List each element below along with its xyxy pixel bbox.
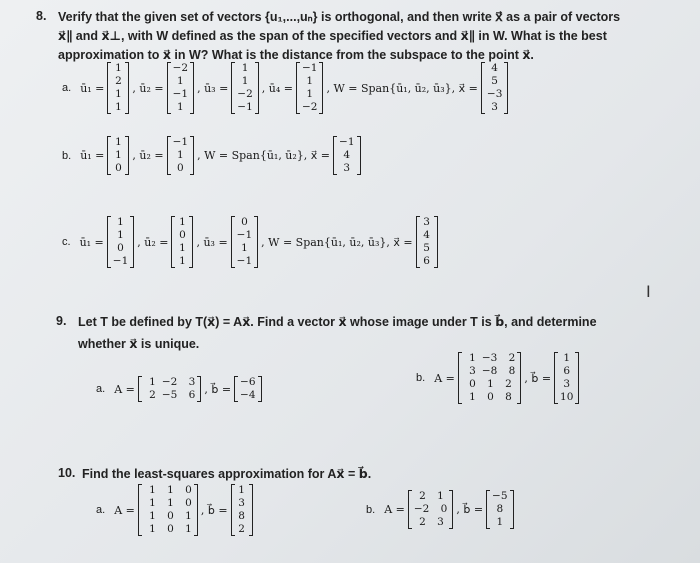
matrix-entry: 1 <box>167 484 174 496</box>
q8b-u2-name: , ū₂ = <box>132 149 164 162</box>
matrix-entry: 0 <box>185 497 192 509</box>
q8b-u1-name: ū₁ = <box>80 149 105 162</box>
matrix-row <box>144 376 195 389</box>
q8c-label: c. <box>62 236 71 248</box>
matrix-entry: 1 <box>185 523 192 535</box>
matrix-row <box>144 510 192 523</box>
q9b-a-name: A = <box>434 371 455 385</box>
matrix-entry: 1 <box>437 490 444 502</box>
vector-entry: 3 <box>491 101 498 113</box>
q8a-label: a. <box>62 82 72 94</box>
q8a-u4-name: , ū₄ = <box>261 81 293 95</box>
matrix-entry: 1 <box>469 352 476 364</box>
vector-entry: 2 <box>238 523 245 535</box>
q9b-label: b. <box>416 372 426 384</box>
bracket <box>249 484 253 536</box>
matrix-entry: 0 <box>167 510 174 522</box>
q9a-matrix-a <box>138 376 201 402</box>
matrix-row <box>144 389 195 402</box>
matrix-entry: 1 <box>167 497 174 509</box>
q10a-b-name: , b⃗ = <box>200 503 228 517</box>
vector-entry: 1 <box>179 216 186 228</box>
q8c-u2-vector <box>171 216 193 268</box>
vector-entry: −1 <box>172 88 189 100</box>
matrix-entry: 8 <box>505 391 512 403</box>
matrix-row <box>464 352 515 365</box>
q8b-u2-vector <box>167 136 194 175</box>
q9b-matrix-a <box>458 352 521 404</box>
vector-entry: 3 <box>343 162 351 174</box>
matrix-row <box>464 365 515 378</box>
q10b-label: b. <box>366 503 376 516</box>
q8-line2: x⃗∥ and x⃗⊥, with W defined as the span of the specified vectors and x⃗∥ in W. What is the best <box>58 29 607 43</box>
vector-entry: 1 <box>306 75 314 87</box>
matrix-entry: 2 <box>149 389 156 401</box>
q10a-b-vector <box>231 484 253 536</box>
matrix-row <box>144 497 192 510</box>
bracket <box>255 62 259 114</box>
bracket <box>504 62 508 114</box>
q9a-label: a. <box>96 383 106 395</box>
matrix-entry: 3 <box>188 376 196 388</box>
q8a-x-vector <box>481 62 508 114</box>
bracket <box>190 62 194 114</box>
vector-entry: 1 <box>115 88 122 100</box>
vector-entry: 0 <box>177 162 184 174</box>
q10b-a-name: A = <box>384 503 405 516</box>
matrix-entry: 2 <box>419 490 426 502</box>
matrix-entry: 0 <box>185 484 192 496</box>
matrix-entry: −8 <box>481 365 498 377</box>
q9a-expression <box>96 376 262 402</box>
q8b-label: b. <box>62 149 72 162</box>
vector-entry: 1 <box>306 88 314 100</box>
bracket <box>510 490 514 529</box>
matrix-entry: −3 <box>481 352 498 364</box>
q8c-x-vector <box>416 216 438 268</box>
vector-entry: 1 <box>177 149 184 161</box>
matrix-entry: 1 <box>487 378 494 390</box>
matrix-entry: −2 <box>161 376 178 388</box>
bracket <box>575 352 579 404</box>
q8a-u3-name: , ū₃ = <box>197 81 229 95</box>
q8b-u1-vector <box>107 136 129 175</box>
matrix-entry: 2 <box>508 352 516 364</box>
vector-entry: 0 <box>241 216 248 228</box>
q8c-expression <box>62 216 438 268</box>
vector-entry: 3 <box>563 378 571 390</box>
matrix-row <box>414 490 447 503</box>
matrix-row <box>464 391 515 404</box>
vector-entry: −2 <box>301 101 318 113</box>
q10a-a-name: A = <box>114 503 135 517</box>
vector-entry: 1 <box>115 62 122 74</box>
bracket <box>258 376 262 402</box>
bracket <box>130 216 134 268</box>
q9-line1: Let T be defined by T(x⃗) = Ax⃗. Find a vector x⃗ whose image under T is b⃗, and determine <box>78 315 597 329</box>
q9-number: 9. <box>56 314 67 328</box>
q8b-x-vector <box>333 136 360 175</box>
matrix-entry: 1 <box>149 523 156 535</box>
q8b-expression <box>62 136 361 175</box>
q10a-matrix-a <box>138 484 198 536</box>
matrix-entry: 3 <box>469 365 476 377</box>
bracket <box>434 216 438 268</box>
q10-number: 10. <box>58 466 76 480</box>
bracket <box>189 216 193 268</box>
matrix-entry: 1 <box>185 510 192 522</box>
q10-line1: Find the least-squares approximation for Ax⃗ = b⃗. <box>82 467 372 481</box>
q9b-b-name: , b⃗ = <box>524 371 552 385</box>
bracket <box>449 490 453 529</box>
vector-entry: 1 <box>115 136 122 148</box>
vector-entry: −5 <box>492 490 508 502</box>
vector-entry: 0 <box>179 229 186 241</box>
matrix-entry: 3 <box>437 516 444 528</box>
vector-entry: 1 <box>117 216 124 228</box>
vector-entry: −6 <box>240 376 256 388</box>
q9a-b-vector <box>234 376 261 402</box>
q9b-b-vector <box>554 352 579 404</box>
vector-entry: −3 <box>486 88 503 100</box>
vector-entry: 8 <box>496 503 504 515</box>
matrix-entry: 2 <box>419 516 426 528</box>
q8a-u3-vector <box>231 62 258 114</box>
matrix-row <box>144 523 192 536</box>
vector-entry: 6 <box>563 365 571 377</box>
vector-entry: 10 <box>560 391 574 403</box>
vector-entry: −1 <box>172 136 189 148</box>
matrix-entry: 0 <box>167 523 174 535</box>
q8-line1: Verify that the given set of vectors {u₁,...,uₙ} is orthogonal, and then write x⃗ as a pair of vectors <box>58 10 621 24</box>
q8a-w-span: , W = Span{ū₁, ū₂, ū₃}, x⃗ = <box>326 81 478 95</box>
vector-entry: 1 <box>563 352 571 364</box>
bracket <box>190 136 194 175</box>
q8a-u2-name: , ū₂ = <box>132 81 164 95</box>
vector-entry: 2 <box>115 75 122 87</box>
vector-entry: −2 <box>172 62 189 74</box>
vector-entry: −1 <box>112 255 129 267</box>
bracket <box>357 136 361 175</box>
vector-entry: −1 <box>237 101 253 113</box>
vector-entry: 1 <box>496 516 504 528</box>
matrix-entry: 2 <box>505 378 512 390</box>
matrix-entry: 1 <box>149 497 156 509</box>
q10b-matrix-a <box>408 490 453 529</box>
matrix-entry: 0 <box>469 378 476 390</box>
q10b-b-name: , b⃗ = <box>456 503 484 516</box>
vector-entry: 1 <box>241 62 249 74</box>
q8a-u1-name: ū₁ = <box>80 81 105 95</box>
matrix-entry: 6 <box>188 389 196 401</box>
matrix-row <box>414 503 447 516</box>
q10b-expression <box>366 490 514 529</box>
q9a-a-name: A = <box>114 382 135 396</box>
q9a-b-name: , b⃗ = <box>204 382 232 396</box>
vector-entry: 4 <box>423 229 430 241</box>
matrix-entry: −5 <box>161 389 178 401</box>
q8c-u1-name: ū₁ = <box>79 235 104 249</box>
vector-entry: 1 <box>177 101 184 113</box>
q10a-label: a. <box>96 504 106 516</box>
vector-entry: 1 <box>238 484 245 496</box>
q8c-u3-vector <box>231 216 258 268</box>
matrix-entry: 1 <box>149 510 156 522</box>
vector-entry: 1 <box>177 75 184 87</box>
matrix-entry: 0 <box>440 503 448 515</box>
bracket <box>125 136 129 175</box>
q8a-u2-vector <box>167 62 194 114</box>
matrix-entry: 8 <box>508 365 516 377</box>
matrix-entry: 0 <box>487 391 494 403</box>
q8c-w-span: , W = Span{ū₁, ū₂, ū₃}, x⃗ = <box>261 235 413 249</box>
bracket <box>254 216 258 268</box>
vector-entry: 1 <box>179 242 186 254</box>
q8-line3: approximation to x⃗ in W? What is the distance from the subspace to the point x⃗. <box>58 48 534 62</box>
bracket <box>319 62 323 114</box>
vector-entry: 1 <box>241 242 248 254</box>
vector-entry: 1 <box>117 229 124 241</box>
vector-entry: 5 <box>423 242 430 254</box>
bracket <box>194 484 198 536</box>
vector-entry: 4 <box>491 62 498 74</box>
bracket <box>197 376 201 402</box>
matrix-entry: 1 <box>149 484 156 496</box>
matrix-entry: 1 <box>149 376 156 388</box>
matrix-entry: −2 <box>413 503 430 515</box>
vector-entry: 4 <box>343 149 351 161</box>
vector-entry: −4 <box>240 389 256 401</box>
vector-entry: 1 <box>241 75 249 87</box>
vector-entry: −1 <box>236 255 253 267</box>
vector-entry: 5 <box>491 75 498 87</box>
vector-entry: −2 <box>237 88 253 100</box>
q9-line2: whether x⃗ is unique. <box>78 337 200 351</box>
q8a-u1-vector <box>107 62 129 114</box>
q10b-b-vector <box>486 490 513 529</box>
q8b-w-span: , W = Span{ū₁, ū₂}, x⃗ = <box>197 149 331 162</box>
vector-entry: 8 <box>238 510 245 522</box>
text-cursor-icon: I <box>646 282 651 301</box>
vector-entry: 0 <box>115 162 122 174</box>
q8-number: 8. <box>36 9 47 23</box>
vector-entry: 0 <box>117 242 124 254</box>
q8c-u2-name: , ū₂ = <box>137 235 169 249</box>
vector-entry: 3 <box>423 216 430 228</box>
vector-entry: 1 <box>115 101 122 113</box>
matrix-entry: 1 <box>469 391 476 403</box>
vector-entry: 1 <box>179 255 186 267</box>
vector-entry: −1 <box>236 229 253 241</box>
vector-entry: −1 <box>301 62 318 74</box>
q9b-expression <box>416 352 579 404</box>
q10a-expression <box>96 484 253 536</box>
bracket <box>125 62 129 114</box>
vector-entry: −1 <box>339 136 355 148</box>
matrix-row <box>464 378 515 391</box>
q8c-u3-name: , ū₃ = <box>196 235 228 249</box>
bracket <box>517 352 521 404</box>
matrix-row <box>414 516 447 529</box>
q8a-expression <box>62 62 508 114</box>
q8c-u1-vector <box>107 216 134 268</box>
q8a-u4-vector <box>296 62 323 114</box>
vector-entry: 6 <box>423 255 430 267</box>
vector-entry: 3 <box>238 497 245 509</box>
matrix-row <box>144 484 192 497</box>
vector-entry: 1 <box>115 149 122 161</box>
